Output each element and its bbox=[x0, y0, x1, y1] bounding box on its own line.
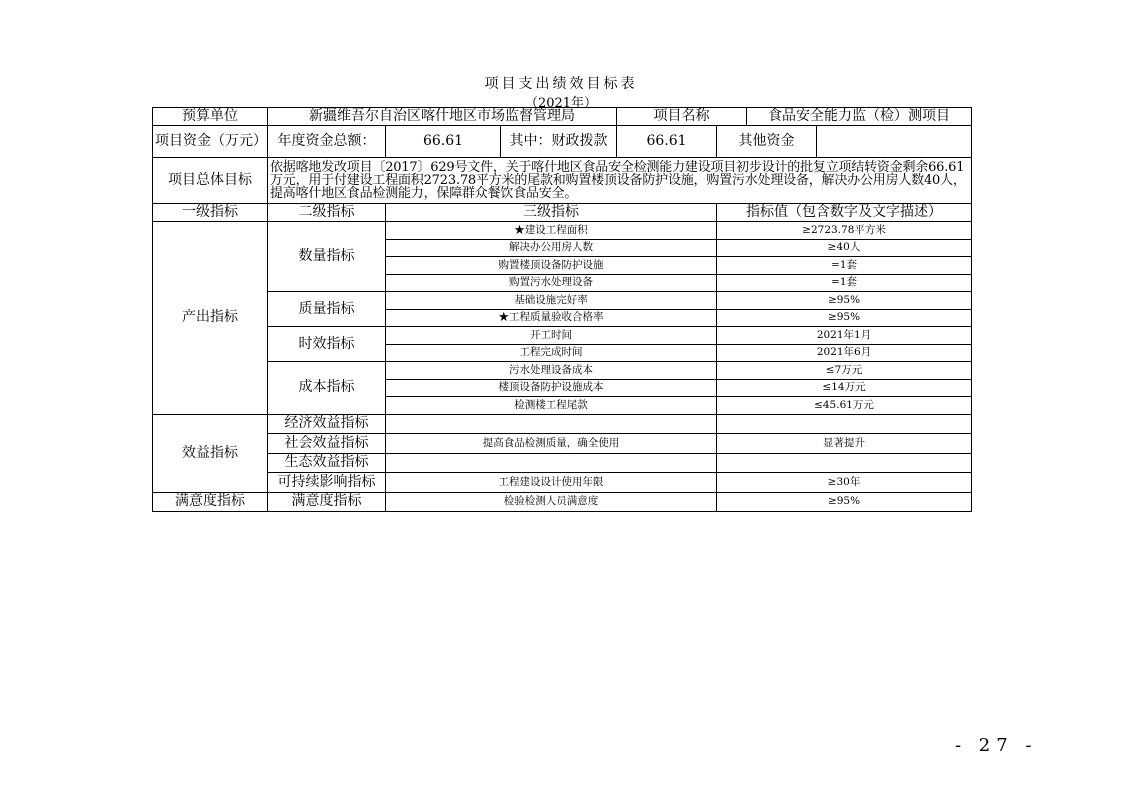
quantity-indicator-label: 数量指标 bbox=[268, 222, 386, 292]
other-funds-value bbox=[817, 126, 972, 158]
indicator-name: 楼顶设备防护设施成本 bbox=[386, 379, 717, 397]
indicator-name: 购置污水处理设备 bbox=[386, 274, 717, 292]
header-level1: 一级指标 bbox=[153, 204, 268, 222]
indicator-name: 检测楼工程尾款 bbox=[386, 397, 717, 415]
page-year: （2021年） bbox=[524, 96, 598, 111]
indicator-name: 工程完成时间 bbox=[386, 344, 717, 362]
satisfaction-sub-label: 满意度指标 bbox=[268, 492, 386, 511]
indicator-value: =1套 bbox=[717, 274, 972, 292]
indicator-value: ≥95% bbox=[717, 309, 972, 327]
indicator-value: ≤14万元 bbox=[717, 379, 972, 397]
indicator-value: 2021年1月 bbox=[717, 327, 972, 345]
fiscal-value: 66.61 bbox=[617, 126, 717, 158]
indicator-value: ≥2723.78平方米 bbox=[717, 222, 972, 240]
indicator-name: 解决办公用房人数 bbox=[386, 239, 717, 257]
indicator-value bbox=[717, 453, 972, 473]
funds-label: 项目资金（万元） bbox=[153, 126, 268, 158]
indicator-name: 基础设施完好率 bbox=[386, 292, 717, 310]
indicator-value: 显著提升 bbox=[717, 434, 972, 454]
indicator-value: 2021年6月 bbox=[717, 344, 972, 362]
header-level2: 二级指标 bbox=[268, 204, 386, 222]
indicator-name: ★建设工程面积 bbox=[386, 222, 717, 240]
economic-benefit-label: 经济效益指标 bbox=[268, 414, 386, 434]
header-level3: 三级指标 bbox=[386, 204, 717, 222]
indicator-value: ≥40人 bbox=[717, 239, 972, 257]
overall-goal-label: 项目总体目标 bbox=[153, 158, 268, 204]
fiscal-label: 其中：财政拨款 bbox=[501, 126, 617, 158]
indicator-value: ≤45.61万元 bbox=[717, 397, 972, 415]
indicator-name: 工程建设设计使用年限 bbox=[386, 473, 717, 493]
indicator-value: =1套 bbox=[717, 257, 972, 275]
timeliness-indicator-label: 时效指标 bbox=[268, 327, 386, 362]
indicator-name: ★工程质量验收合格率 bbox=[386, 309, 717, 327]
indicator-name: 购置楼顶设备防护设施 bbox=[386, 257, 717, 275]
indicator-value bbox=[717, 414, 972, 434]
indicator-name: 污水处理设备成本 bbox=[386, 362, 717, 380]
output-indicator-label: 产出指标 bbox=[153, 222, 268, 415]
page-title: 项目支出绩效目标表 bbox=[484, 76, 638, 92]
annual-total-value: 66.61 bbox=[386, 126, 501, 158]
page-number: - 27 - bbox=[955, 735, 1038, 756]
indicator-value: ≤7万元 bbox=[717, 362, 972, 380]
social-benefit-label: 社会效益指标 bbox=[268, 434, 386, 454]
budget-unit-value: 新疆维吾尔自治区喀什地区市场监督管理局 bbox=[268, 108, 617, 126]
indicator-name bbox=[386, 453, 717, 473]
annual-total-label: 年度资金总额： bbox=[268, 126, 386, 158]
sustainable-impact-label: 可持续影响指标 bbox=[268, 473, 386, 493]
indicator-name: 开工时间 bbox=[386, 327, 717, 345]
project-name-label: 项目名称 bbox=[617, 108, 747, 126]
overall-goal-text: 依据喀地发改项目〔2017〕629号文件，关于喀什地区食品安全检测能力建设项目初步设计的批复立项结转资金剩余66.61万元，用于付建设工程面积2723.78平方米的尾款和购置楼顶设备防护设施，购置污水处理设备，解决办公用房人数40人，提高喀什地区食品检测能力，保障群众餐饮食品安全。 bbox=[268, 158, 972, 204]
ecological-benefit-label: 生态效益指标 bbox=[268, 453, 386, 473]
benefit-indicator-label: 效益指标 bbox=[153, 414, 268, 492]
indicator-value: ≥95% bbox=[717, 292, 972, 310]
header-value: 指标值（包含数字及文字描述） bbox=[717, 204, 972, 222]
other-funds-label: 其他资金 bbox=[717, 126, 817, 158]
cost-indicator-label: 成本指标 bbox=[268, 362, 386, 415]
indicator-name bbox=[386, 414, 717, 434]
indicator-name: 提高食品检测质量，确全使用 bbox=[386, 434, 717, 454]
indicator-value: ≥30年 bbox=[717, 473, 972, 493]
indicator-name: 检验检测人员满意度 bbox=[386, 492, 717, 511]
project-name-value: 食品安全能力监（检）测项目 bbox=[747, 108, 972, 126]
satisfaction-indicator-label: 满意度指标 bbox=[153, 492, 268, 511]
indicator-value: ≥95% bbox=[717, 492, 972, 511]
quality-indicator-label: 质量指标 bbox=[268, 292, 386, 327]
budget-unit-label: 预算单位 bbox=[153, 108, 268, 126]
performance-table bbox=[152, 107, 972, 512]
